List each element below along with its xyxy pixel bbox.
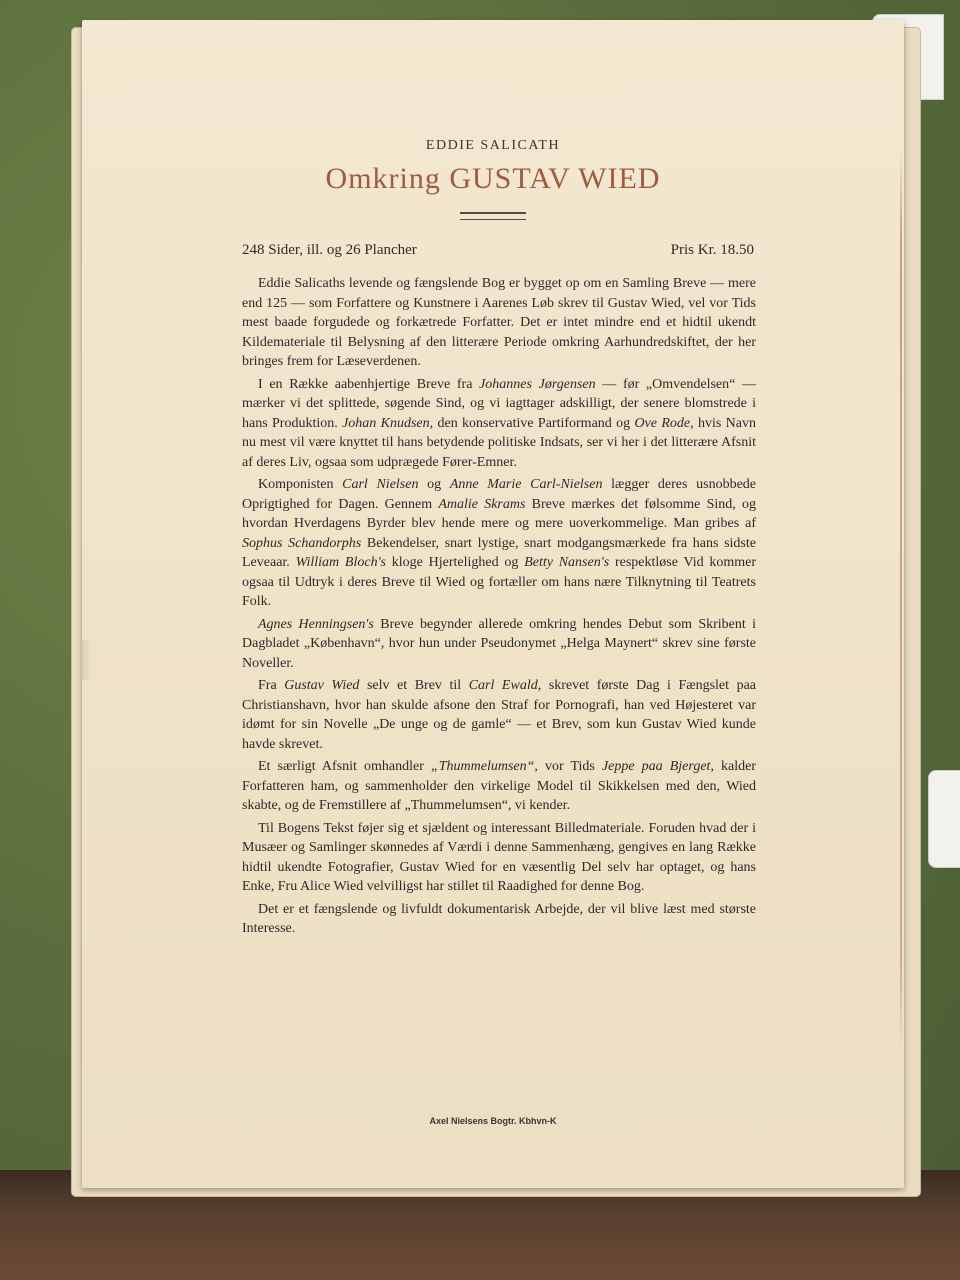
- printer-imprint: Axel Nielsens Bogtr. Kbhvn-K: [429, 1116, 557, 1126]
- paragraph-text: lægger deres usnobbede Oprigtighed for Dagen. Gennem: [242, 477, 756, 512]
- paper-crease: [82, 640, 92, 680]
- italic-name: Johannes Jørgensen: [479, 376, 596, 392]
- paragraph-text: I en Række aabenhjertige Breve fra: [258, 376, 480, 392]
- paragraph-text: — før „Omvendelsen“ — mærker vi det splittede, søgende Sind, og vi iagttager adskilligt, der senere blomstrede i hans Produktion.: [242, 376, 756, 431]
- body-paragraph: [242, 757, 756, 816]
- italic-name: Gustav Wied: [284, 678, 360, 693]
- italic-name: Betty Nansen's: [524, 555, 610, 570]
- italic-name: Anne Marie Carl-Nielsen: [449, 477, 603, 492]
- page-edge-stain: [900, 150, 902, 1050]
- italic-name: Johan Knudsen: [342, 415, 430, 431]
- paragraph-text: , hvis Navn nu mest vil være knyttet til hans betydende politiske Indsats, ser vi her i det litterære Afsnit af deres Liv, ogsaa som udprægede Fører-Emner.: [242, 415, 756, 470]
- book-meta-row: [242, 242, 754, 259]
- paragraph-text: , den konservative Partiformand og: [429, 415, 635, 431]
- paragraph-text: Breve mærkes det følsomme Sind, og hvordan Hverdagens Byrder blev hende mere og mere uoverkommelige. Man gribes af: [242, 496, 756, 531]
- white-card-tab-bottom: [928, 770, 960, 868]
- paragraph-text: og: [418, 477, 450, 492]
- italic-name: Carl Ewald: [468, 678, 538, 693]
- paragraph-text: Komponisten: [258, 477, 343, 492]
- body-paragraph: [242, 475, 756, 612]
- body-paragraph: [242, 615, 756, 674]
- author-name: EDDIE SALICATH: [425, 138, 561, 153]
- italic-name: Sophus Schandorphs: [242, 535, 362, 551]
- paragraph-text: , kalder Forfatteren ham, og sammenholder den virkelige Model til Skikkelsen med den, Wied skabte, og de Fremstillere af „Thummelumsen“, vi kender.: [242, 759, 756, 813]
- paragraph-text: Det er et fængslende og livfuldt dokumentarisk Arbejde, der vil blive læst med største Interesse.: [242, 901, 756, 936]
- paragraph-text: , skrevet første Dag i Fængslet paa Christianshavn, hvor han skulde afsone den Straf for Pornografi, han ved Højesteret var idømt for sin Novelle „De unge og de gamle“ — et Brev, som kun Gustav Wied kunde havde skrevet.: [242, 678, 757, 752]
- paragraph-text: Til Bogens Tekst føjer sig et sjældent og interessant Billedmateriale. Foruden hvad der i Musæer og Samlinger skønnedes af Værdi i denne Sammenhæng, gengives en lang Række hidtil ukendte Fotografier, Gustav Wied for en væsentlig Del selv har optaget, og hans Enke, Fru Alice Wied velvilligst har stillet til Raadighed for denne Bog.: [242, 820, 756, 894]
- italic-name: Carl Nielsen: [342, 477, 419, 492]
- body-paragraph: [242, 676, 756, 754]
- price: Pris Kr. 18.50: [670, 242, 754, 258]
- description-body: [242, 274, 756, 939]
- book-title: Omkring GUSTAV WIED: [325, 162, 661, 195]
- italic-name: Amalie Skrams: [438, 496, 526, 512]
- prospectus-page: [82, 20, 904, 1188]
- italic-name: „Thummelumsen“: [430, 759, 535, 774]
- body-paragraph: [242, 375, 756, 473]
- paragraph-text: Breve begynder allerede omkring hendes Debut som Skribent i Dagbladet „København“, hvor hun under Pseudonymet „Helga Maynert“ skrev sine første Noveller.: [242, 616, 756, 671]
- paragraph-text: Et særligt Afsnit omhandler: [258, 759, 431, 774]
- paragraph-text: Eddie Salicaths levende og fængslende Bog er bygget op om en Samling Breve — mere end 125 — som Forfattere og Kunstnere i Aarenes Løb skrev til Gustav Wied, vel vor Tids mest baade forgudede og forkætrede Forfatter. Det er intet mindre end et hidtil ukendt Kildemateriale til Belysning af den litterære Periode omkring Aarhundredskiftet, der her bringes frem for Læseverdenen.: [242, 276, 756, 369]
- body-paragraph: [242, 819, 756, 897]
- page-count: 248 Sider, ill. og 26 Plancher: [242, 242, 417, 258]
- paragraph-text: Bekendelser, snart lystige, snart modgangsmærkede fra hans sidste Leveaar.: [242, 535, 756, 570]
- italic-name: Ove Rode: [634, 415, 691, 431]
- italic-name: William Bloch's: [295, 555, 387, 570]
- title-divider: [460, 212, 526, 220]
- paragraph-text: Fra: [258, 678, 285, 693]
- italic-name: Agnes Henningsen's: [258, 616, 374, 632]
- paragraph-text: selv et Brev til: [359, 678, 469, 693]
- italic-name: Jeppe paa Bjerget: [601, 759, 711, 774]
- paragraph-text: kloge Hjertelighed og: [386, 555, 525, 570]
- paragraph-text: , vor Tids: [534, 759, 602, 774]
- body-paragraph: [242, 900, 756, 939]
- body-paragraph: [242, 274, 756, 372]
- paragraph-text: respektløse Vid kommer ogsaa til Udtryk i deres Breve til Wied og fortæller om hans nære Tilknytning til Teatrets Folk.: [242, 555, 757, 609]
